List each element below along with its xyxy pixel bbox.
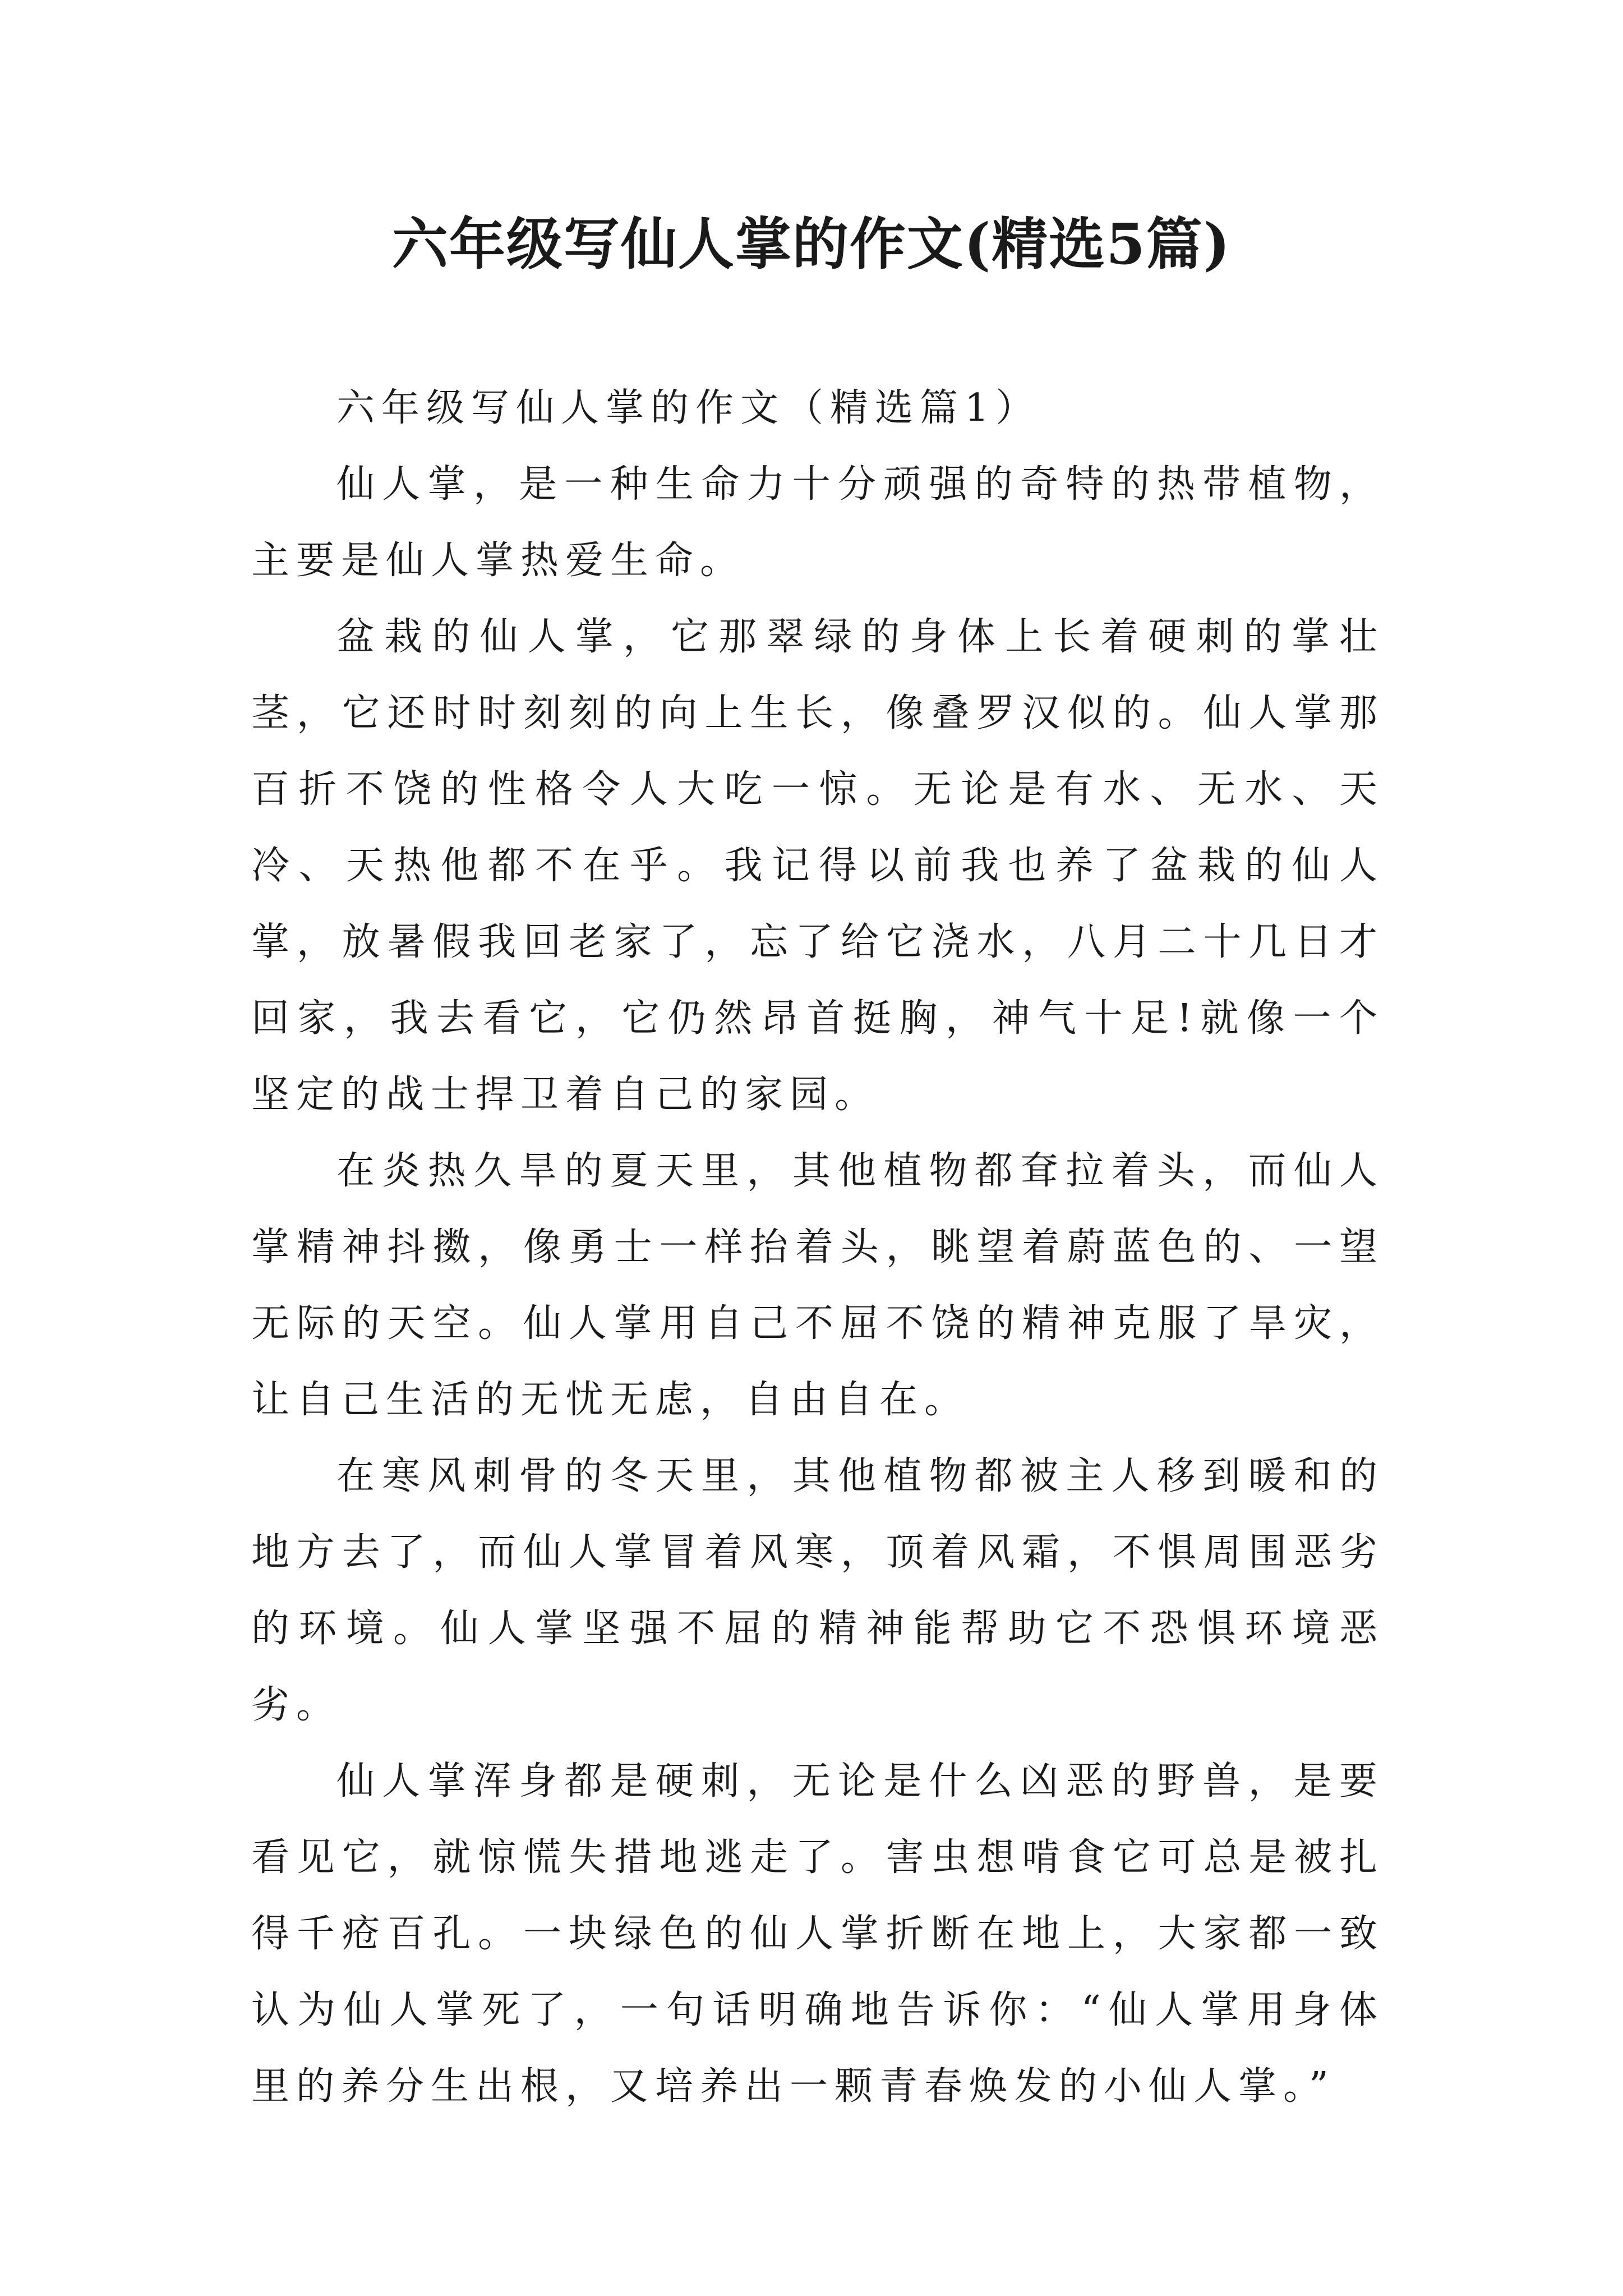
paragraph-4: 在寒风刺骨的冬天里，其他植物都被主人移到暖和的地方去了，而仙人掌冒着风寒，顶着风霜，不惧周围恶劣的环境。仙人掌坚强不屈的精神能帮助它不恐惧环境恶劣。 — [251, 1454, 1384, 1727]
paragraph-1: 仙人掌，是一种生命力十分顽强的奇特的热带植物，主要是仙人掌热爱生命。 — [251, 462, 1384, 583]
document-body — [251, 370, 1384, 2125]
paragraph-5: 仙人掌浑身都是硬刺，无论是什么凶恶的野兽，是要看见它，就惊慌失措地逃走了。害虫想啃食它可总是被扎得千疮百孔。一块绿色的仙人掌折断在地上，大家都一致认为仙人掌死了，一句话明确地告诉你：“仙人掌用身体里的养分生出根，又培养出一颗青春焕发的小仙人掌。” — [251, 1759, 1384, 2109]
section-heading: 六年级写仙人掌的作文（精选篇1） — [336, 386, 1041, 430]
document-title: 六年级写仙人掌的作文(精选5篇) — [391, 211, 1232, 277]
paragraph-2: 盆栽的仙人掌，它那翠绿的身体上长着硬刺的掌壮茎，它还时时刻刻的向上生长，像叠罗汉似的。仙人掌那百折不饶的性格令人大吃一惊。无论是有水、无水、天冷、天热他都不在乎。我记得以前我也养了盆栽的仙人掌，放暑假我回老家了，忘了给它浇水，八月二十几日才回家，我去看它，它仍然昂首挺胸，神气十足!就像一个坚定的战士捍卫着自己的家园。 — [251, 615, 1384, 1117]
paragraph-3: 在炎热久旱的夏天里，其他植物都耷拉着头，而仙人掌精神抖擞，像勇士一样抬着头，眺望着蔚蓝色的、一望无际的天空。仙人掌用自己不屈不饶的精神克服了旱灾，让自己生活的无忧无虑，自由自在。 — [251, 1149, 1384, 1422]
